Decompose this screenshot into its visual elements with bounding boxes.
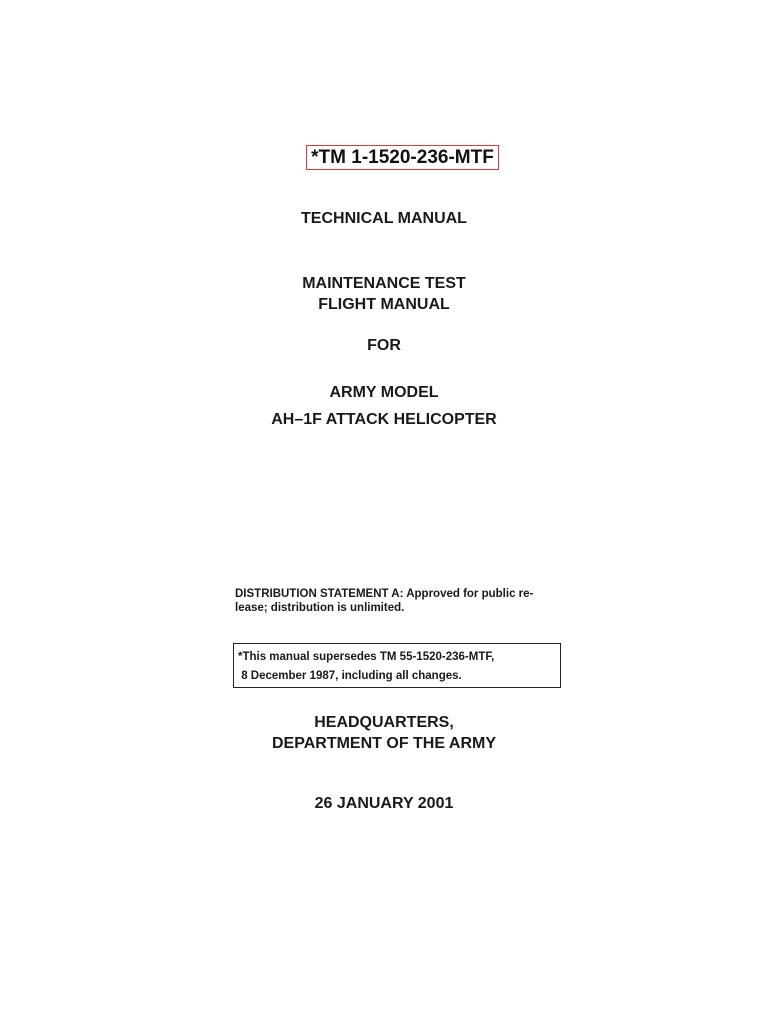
distribution-line-1: DISTRIBUTION STATEMENT A: Approved for public re-	[235, 588, 534, 600]
publication-date: 26 JANUARY 2001	[314, 795, 454, 812]
title-line-1: MAINTENANCE TEST	[302, 275, 466, 292]
supersede-line-1: *This manual supersedes TM 55-1520-236-MTF,	[238, 651, 495, 663]
headquarters-line-2: DEPARTMENT OF THE ARMY	[272, 735, 496, 752]
technical-manual-heading: TECHNICAL MANUAL	[301, 210, 467, 227]
tm-number: *TM 1-1520-236-MTF	[306, 145, 499, 170]
supersede-notice-box	[233, 643, 561, 688]
supersede-line-2: 8 December 1987, including all changes.	[238, 670, 462, 682]
model-line-1: ARMY MODEL	[329, 384, 439, 401]
title-line-2: FLIGHT MANUAL	[318, 296, 450, 313]
model-line-2: AH–1F ATTACK HELICOPTER	[271, 411, 497, 428]
headquarters-line-1: HEADQUARTERS,	[314, 714, 454, 731]
for-label: FOR	[367, 337, 401, 354]
distribution-line-2: lease; distribution is unlimited.	[235, 602, 405, 614]
distribution-statement	[235, 587, 575, 615]
